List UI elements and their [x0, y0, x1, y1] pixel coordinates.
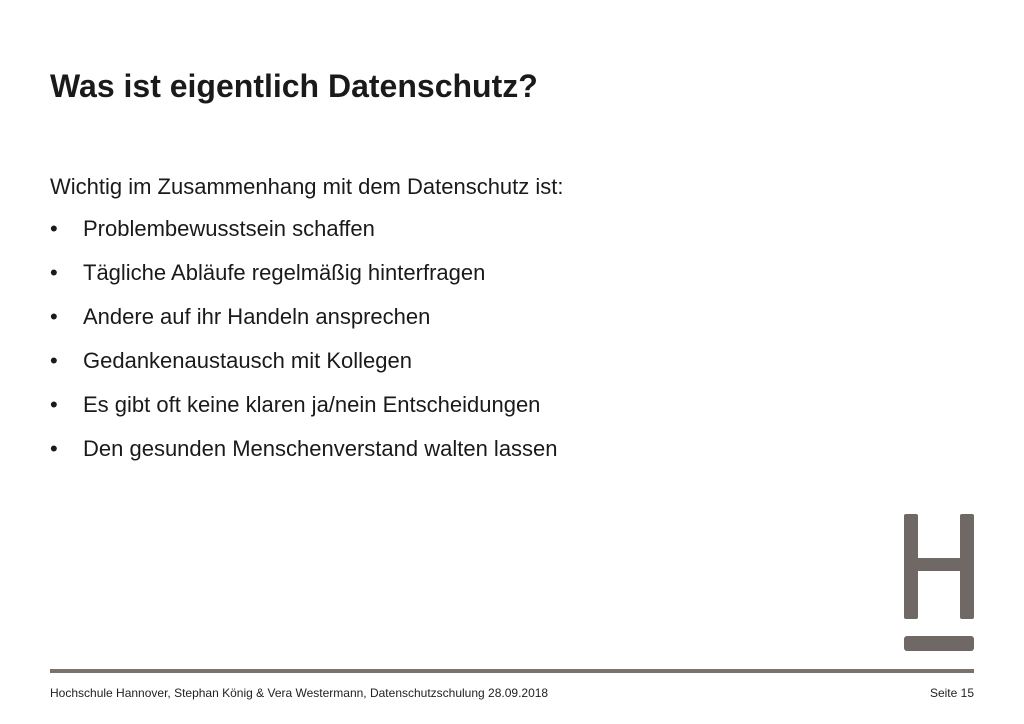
bullet-dot: • [50, 436, 58, 461]
bullet-dot: • [50, 348, 58, 373]
bullet-text: Den gesunden Menschenverstand walten lassen [83, 436, 558, 461]
bullet-text: Andere auf ihr Handeln ansprechen [83, 304, 431, 329]
bullet-item [50, 259, 558, 303]
hochschule-hannover-logo-icon [904, 514, 974, 652]
bullet-dot: • [50, 392, 58, 417]
slide-title: Was ist eigentlich Datenschutz? [50, 68, 538, 104]
bullet-dot: • [50, 216, 58, 241]
bullet-text: Es gibt oft keine klaren ja/nein Entscheidungen [83, 392, 541, 417]
bullet-list [50, 215, 558, 479]
bullet-dot: • [50, 304, 58, 329]
intro-text: Wichtig im Zusammenhang mit dem Datenschutz ist: [50, 174, 564, 199]
bullet-item [50, 435, 558, 479]
page-number: Seite 15 [929, 686, 974, 700]
bullet-item [50, 215, 558, 259]
bullet-text: Tägliche Abläufe regelmäßig hinterfragen [83, 260, 486, 285]
bullet-item [50, 391, 558, 435]
footer-credits: Hochschule Hannover, Stephan König & Vera Westermann, Datenschutzschulung 28.09.2018 [50, 686, 549, 700]
bullet-text: Gedankenaustausch mit Kollegen [83, 348, 412, 373]
footer-divider [50, 669, 974, 673]
bullet-dot: • [50, 260, 58, 285]
bullet-item [50, 303, 558, 347]
bullet-item [50, 347, 558, 391]
bullet-text: Problembewusstsein schaffen [83, 216, 375, 241]
